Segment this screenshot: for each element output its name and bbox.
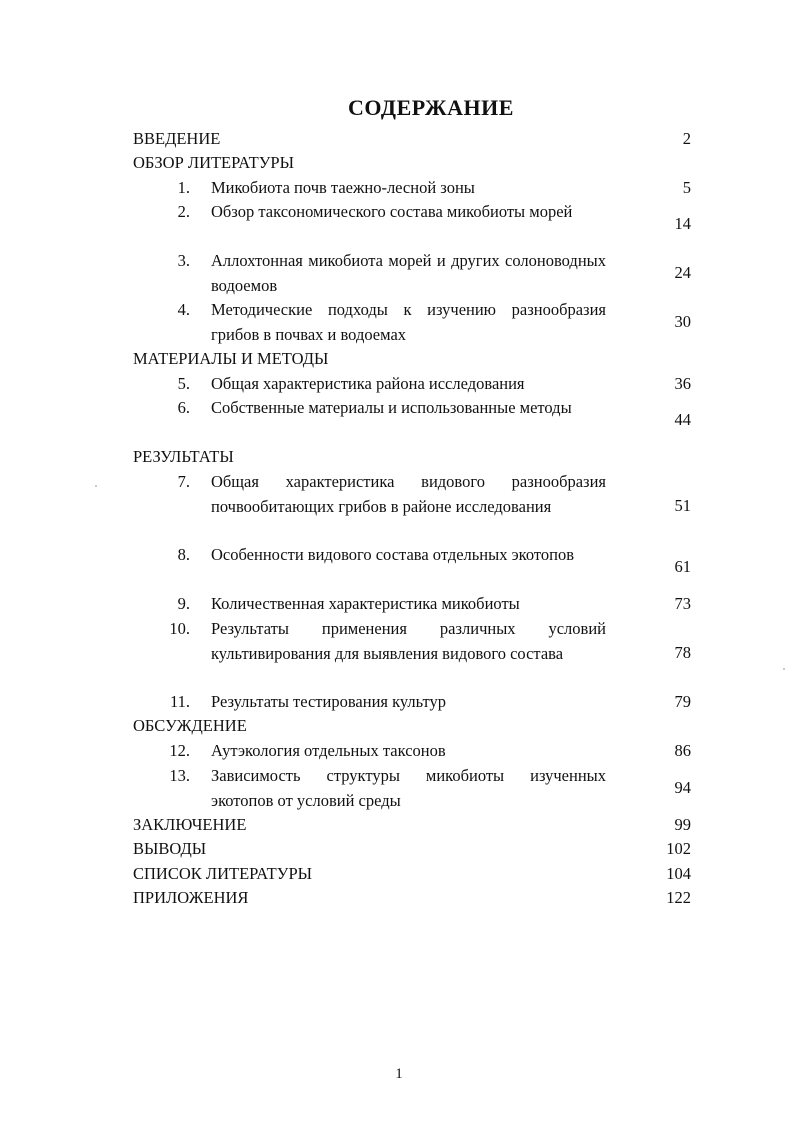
scan-speck <box>783 668 785 670</box>
toc-title: СОДЕРЖАНИЕ <box>348 95 514 120</box>
page-ref: 104 <box>666 864 691 883</box>
item-title: Микобиота почв таежно-лесной зоны <box>211 178 475 197</box>
page-ref: 51 <box>674 496 691 515</box>
item-title: Зависимость структуры микобиоты изученных экотопов от условий среды <box>211 766 606 810</box>
section-title: МАТЕРИАЛЫ И МЕТОДЫ <box>133 349 329 368</box>
section-title: ВВЕДЕНИЕ <box>133 129 221 148</box>
item-number: 6. <box>177 398 190 417</box>
item-number: 7. <box>177 472 190 491</box>
page-ref: 44 <box>674 410 691 429</box>
section-title: РЕЗУЛЬТАТЫ <box>133 447 234 466</box>
item-number: 3. <box>177 251 190 270</box>
page-ref: 5 <box>682 178 691 197</box>
item-title: Количественная характеристика микобиоты <box>211 594 520 613</box>
item-number: 11. <box>169 692 190 711</box>
page-ref: 14 <box>674 214 691 233</box>
scan-speck <box>95 485 97 487</box>
page-ref: 36 <box>674 374 691 393</box>
item-title: Результаты тестирования культур <box>211 692 447 711</box>
item-title: Особенности видового состава отдельных экотопов <box>211 545 574 564</box>
item-title: Аутэкология отдельных таксонов <box>211 741 446 760</box>
item-number: 4. <box>177 300 190 319</box>
page-ref: 2 <box>682 129 691 148</box>
item-title: Общая характеристика видового разнообразия почвообитающих грибов в районе исследования <box>211 472 606 516</box>
page-ref: 86 <box>674 741 691 760</box>
section-title: ВЫВОДЫ <box>133 839 207 858</box>
item-number: 9. <box>177 594 190 613</box>
item-number: 2. <box>177 202 190 221</box>
section-title: ЗАКЛЮЧЕНИЕ <box>133 815 247 834</box>
page-ref: 78 <box>674 643 691 662</box>
section-title: ОБСУЖДЕНИЕ <box>133 716 247 735</box>
page-ref: 94 <box>674 778 691 797</box>
item-title: Аллохтонная микобиота морей и других солоноводных водоемов <box>211 251 606 295</box>
item-title: Обзор таксономического состава микобиоты морей <box>211 202 573 221</box>
item-number: 5. <box>177 374 190 393</box>
section-title: СПИСОК ЛИТЕРАТУРЫ <box>133 864 313 883</box>
item-number: 13. <box>169 766 190 785</box>
page-ref: 24 <box>674 263 691 282</box>
item-number: 1. <box>177 178 190 197</box>
item-title: Собственные материалы и использованные методы <box>211 398 572 417</box>
page-ref: 73 <box>674 594 691 613</box>
page-ref: 61 <box>674 557 691 576</box>
item-title: Методические подходы к изучению разнообразия грибов в почвах и водоемах <box>211 300 606 344</box>
page-number: 1 <box>395 1066 403 1082</box>
item-number: 10. <box>169 619 190 638</box>
page-ref: 99 <box>674 815 691 834</box>
page-ref: 122 <box>666 888 691 907</box>
page-ref: 102 <box>666 839 691 858</box>
item-number: 8. <box>177 545 190 564</box>
section-title: ОБЗОР ЛИТЕРАТУРЫ <box>133 153 294 172</box>
section-title: ПРИЛОЖЕНИЯ <box>133 888 249 907</box>
item-title: Общая характеристика района исследования <box>211 374 525 393</box>
item-number: 12. <box>169 741 190 760</box>
item-title: Результаты применения различных условий культивирования для выявления видового состава <box>211 619 606 663</box>
page-ref: 30 <box>674 312 691 331</box>
page-ref: 79 <box>674 692 691 711</box>
